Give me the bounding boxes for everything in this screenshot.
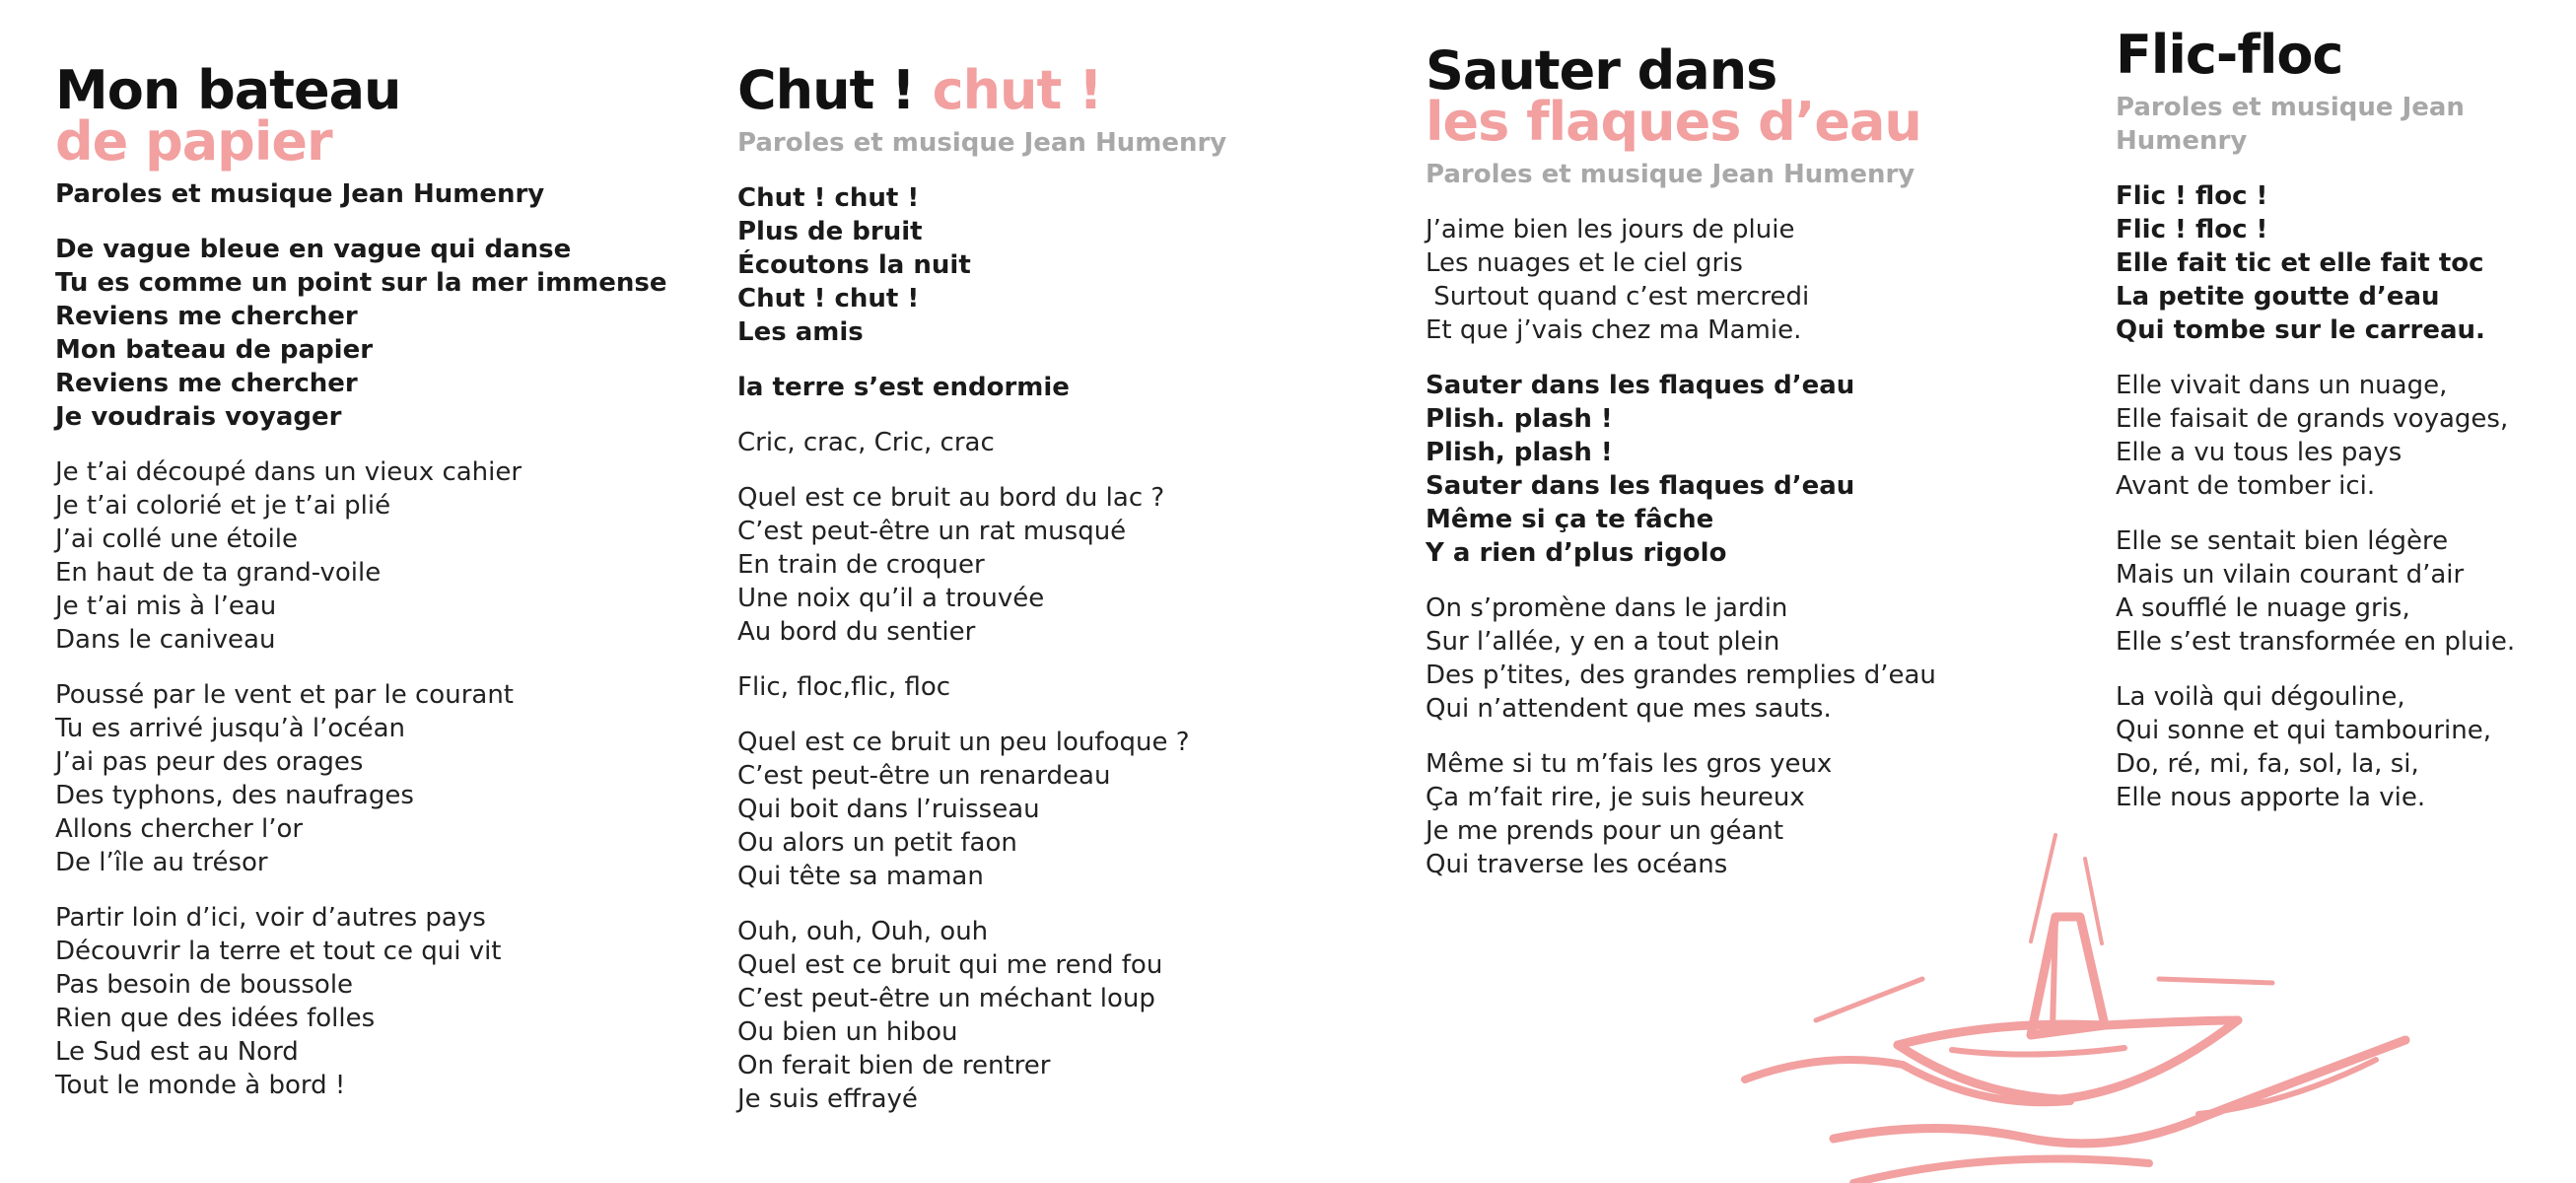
title-part-dark: Chut !	[737, 59, 933, 121]
lyric-line: Elle se sentait bien légère	[2116, 526, 2449, 556]
song-flic-floc	[2116, 24, 2569, 814]
lyric-line: Même si ça te fâche	[1426, 505, 1714, 534]
lyric-line: Sauter dans les flaques d’eau	[1426, 471, 1855, 501]
title-line-1: Sauter dans	[1426, 39, 1777, 102]
lyric-line: Tout le monde à bord !	[55, 1071, 346, 1100]
lyric-line: Reviens me chercher	[55, 302, 358, 331]
lyric-line: Je t’ai colorié et je t’ai plié	[55, 491, 391, 521]
lyric-line: C’est peut-être un méchant loup	[737, 984, 1155, 1013]
song-title	[1426, 39, 2096, 153]
lyric-line: Quel est ce bruit un peu loufoque ?	[737, 728, 1190, 757]
song-credit: Paroles et musique Jean Humenry	[2116, 93, 2465, 156]
lyric-line: Ça m’fait rire, je suis heureux	[1426, 783, 1805, 812]
stanza	[2116, 524, 2569, 659]
lyric-line: Découvrir la terre et tout ce qui vit	[55, 937, 502, 966]
lyric-line: J’aime bien les jours de pluie	[1426, 215, 1795, 244]
lyric-line: Pas besoin de boussole	[55, 970, 354, 1000]
lyric-line: Chut ! chut !	[737, 284, 920, 313]
title-part-pink: chut !	[932, 59, 1102, 121]
lyric-line: Écoutons la nuit	[737, 250, 971, 280]
stanza	[737, 670, 1368, 704]
lyric-line: Chut ! chut !	[737, 183, 920, 213]
lyric-line: Qui n’attendent que mes sauts.	[1426, 694, 1832, 724]
stanza	[737, 426, 1368, 459]
lyric-line: Les nuages et le ciel gris	[1426, 248, 1743, 278]
lyric-line: Ou bien un hibou	[737, 1017, 958, 1047]
lyric-line: Qui boit dans l’ruisseau	[737, 795, 1040, 824]
lyric-line: A soufflé le nuage gris,	[2116, 593, 2410, 623]
lyric-line: Au bord du sentier	[737, 617, 976, 647]
lyric-line: Une noix qu’il a trouvée	[737, 584, 1045, 613]
lyric-line: Quel est ce bruit qui me rend fou	[737, 950, 1163, 980]
stanza	[1426, 213, 2096, 347]
lyric-line: Elle nous apporte la vie.	[2116, 783, 2426, 812]
lyric-line: On s’promène dans le jardin	[1426, 593, 1788, 623]
lyric-line: Mon bateau de papier	[55, 335, 374, 365]
lyric-line: Flic ! floc !	[2116, 181, 2268, 211]
lyric-line: la terre s’est endormie	[737, 373, 1070, 402]
stanza	[737, 481, 1368, 649]
stanza	[737, 371, 1368, 404]
lyric-line: Je suis effrayé	[737, 1084, 918, 1114]
stanza	[55, 901, 686, 1102]
lyric-line: On ferait bien de rentrer	[737, 1051, 1051, 1080]
lyric-line: Reviens me chercher	[55, 369, 358, 398]
lyric-line: C’est peut-être un rat musqué	[737, 517, 1127, 546]
lyric-line: Je t’ai mis à l’eau	[55, 592, 277, 621]
song-chut-chut	[737, 59, 1368, 1116]
stanza	[55, 455, 686, 657]
lyric-line: Ou alors un petit faon	[737, 828, 1017, 858]
song-credit: Paroles et musique Jean Humenry	[737, 128, 1227, 158]
title-line-2: les flaques d’eau	[1426, 91, 1921, 153]
lyric-line: Flic, floc,flic, floc	[737, 672, 951, 702]
lyric-line: Do, ré, mi, fa, sol, la, si,	[2116, 749, 2419, 779]
paper-boat-icon	[1735, 823, 2425, 1183]
lyric-line: Je t’ai découpé dans un vieux cahier	[55, 457, 522, 487]
lyric-line: Plus de bruit	[737, 217, 923, 246]
lyric-line: De vague bleue en vague qui danse	[55, 235, 572, 264]
song-mon-bateau	[55, 59, 686, 1102]
song-credit: Paroles et musique Jean Humenry	[55, 179, 545, 209]
stanza	[2116, 179, 2569, 347]
lyric-line: Des typhons, des naufrages	[55, 781, 414, 810]
stanza	[2116, 369, 2569, 503]
lyric-line: Sauter dans les flaques d’eau	[1426, 371, 1855, 400]
lyric-line: Sur l’allée, y en a tout plein	[1426, 627, 1780, 657]
stanza	[1426, 369, 2096, 570]
title-line-2: de papier	[55, 110, 332, 173]
lyric-line: Elle s’est transformée en pluie.	[2116, 627, 2516, 657]
title-line-1: Flic-floc	[2116, 24, 2343, 86]
lyric-line: Flic ! floc !	[2116, 215, 2268, 244]
lyric-line: Tu es arrivé jusqu’à l’océan	[55, 714, 405, 743]
lyric-line: Plish. plash !	[1426, 404, 1613, 434]
lyric-line: De l’île au trésor	[55, 848, 268, 877]
stanza	[737, 915, 1368, 1116]
lyric-line: Et que j’vais chez ma Mamie.	[1426, 315, 1802, 345]
lyric-line: Quel est ce bruit au bord du lac ?	[737, 483, 1165, 513]
lyric-line: Rien que des idées folles	[55, 1004, 376, 1033]
lyric-line: Elle vivait dans un nuage,	[2116, 371, 2448, 400]
lyric-line: Qui sonne et qui tambourine,	[2116, 716, 2492, 745]
lyric-line: Partir loin d’ici, voir d’autres pays	[55, 903, 486, 933]
stanza	[2116, 680, 2569, 814]
lyric-line: Ouh, ouh, Ouh, ouh	[737, 917, 989, 946]
lyric-line: Des p’tites, des grandes remplies d’eau	[1426, 661, 1936, 690]
stanza	[737, 181, 1368, 349]
lyric-line: Je voudrais voyager	[55, 402, 342, 432]
lyric-line: Le Sud est au Nord	[55, 1037, 299, 1067]
lyric-line: La petite goutte d’eau	[2116, 282, 2440, 312]
lyric-line: Avant de tomber ici.	[2116, 471, 2376, 501]
lyric-line: Y a rien d’plus rigolo	[1426, 538, 1727, 568]
song-title	[737, 59, 1368, 121]
stanza	[737, 726, 1368, 893]
lyric-line: J’ai pas peur des orages	[55, 747, 364, 777]
lyric-line: Les amis	[737, 317, 864, 347]
lyric-line: Je me prends pour un géant	[1426, 816, 1784, 846]
lyric-line: Poussé par le vent et par le courant	[55, 680, 514, 710]
song-title	[55, 59, 686, 173]
lyric-line: Elle fait tic et elle fait toc	[2116, 248, 2484, 278]
song-credit: Paroles et musique Jean Humenry	[1426, 160, 1915, 189]
lyric-line: En haut de ta grand-voile	[55, 558, 382, 588]
lyric-line: C’est peut-être un renardeau	[737, 761, 1111, 791]
lyric-line: Elle faisait de grands voyages,	[2116, 404, 2509, 434]
lyric-line: Cric, crac, Cric, crac	[737, 428, 995, 457]
lyric-line: En train de croquer	[737, 550, 985, 580]
lyric-line: Qui traverse les océans	[1426, 850, 1728, 879]
stanza	[1426, 592, 2096, 726]
lyric-line: Qui tombe sur le carreau.	[2116, 315, 2485, 345]
lyric-line: Mais un vilain courant d’air	[2116, 560, 2465, 590]
lyric-line: Dans le caniveau	[55, 625, 276, 655]
lyric-line: J’ai collé une étoile	[55, 524, 299, 554]
lyric-line: Plish, plash !	[1426, 438, 1613, 467]
title-line-1: Mon bateau	[55, 59, 401, 121]
stanza	[55, 678, 686, 879]
stanza	[55, 233, 686, 434]
lyric-line: Allons chercher l’or	[55, 814, 304, 844]
lyric-line: Elle a vu tous les pays	[2116, 438, 2402, 467]
song-title	[2116, 24, 2569, 86]
lyric-line: Même si tu m’fais les gros yeux	[1426, 749, 1833, 779]
song-sauter-dans-les-flaques	[1426, 39, 2096, 881]
lyric-line: Qui tête sa maman	[737, 862, 984, 891]
lyric-line: Surtout quand c’est mercredi	[1426, 282, 1810, 312]
lyric-line: La voilà qui dégouline,	[2116, 682, 2405, 712]
lyric-line: Tu es comme un point sur la mer immense	[55, 268, 667, 298]
